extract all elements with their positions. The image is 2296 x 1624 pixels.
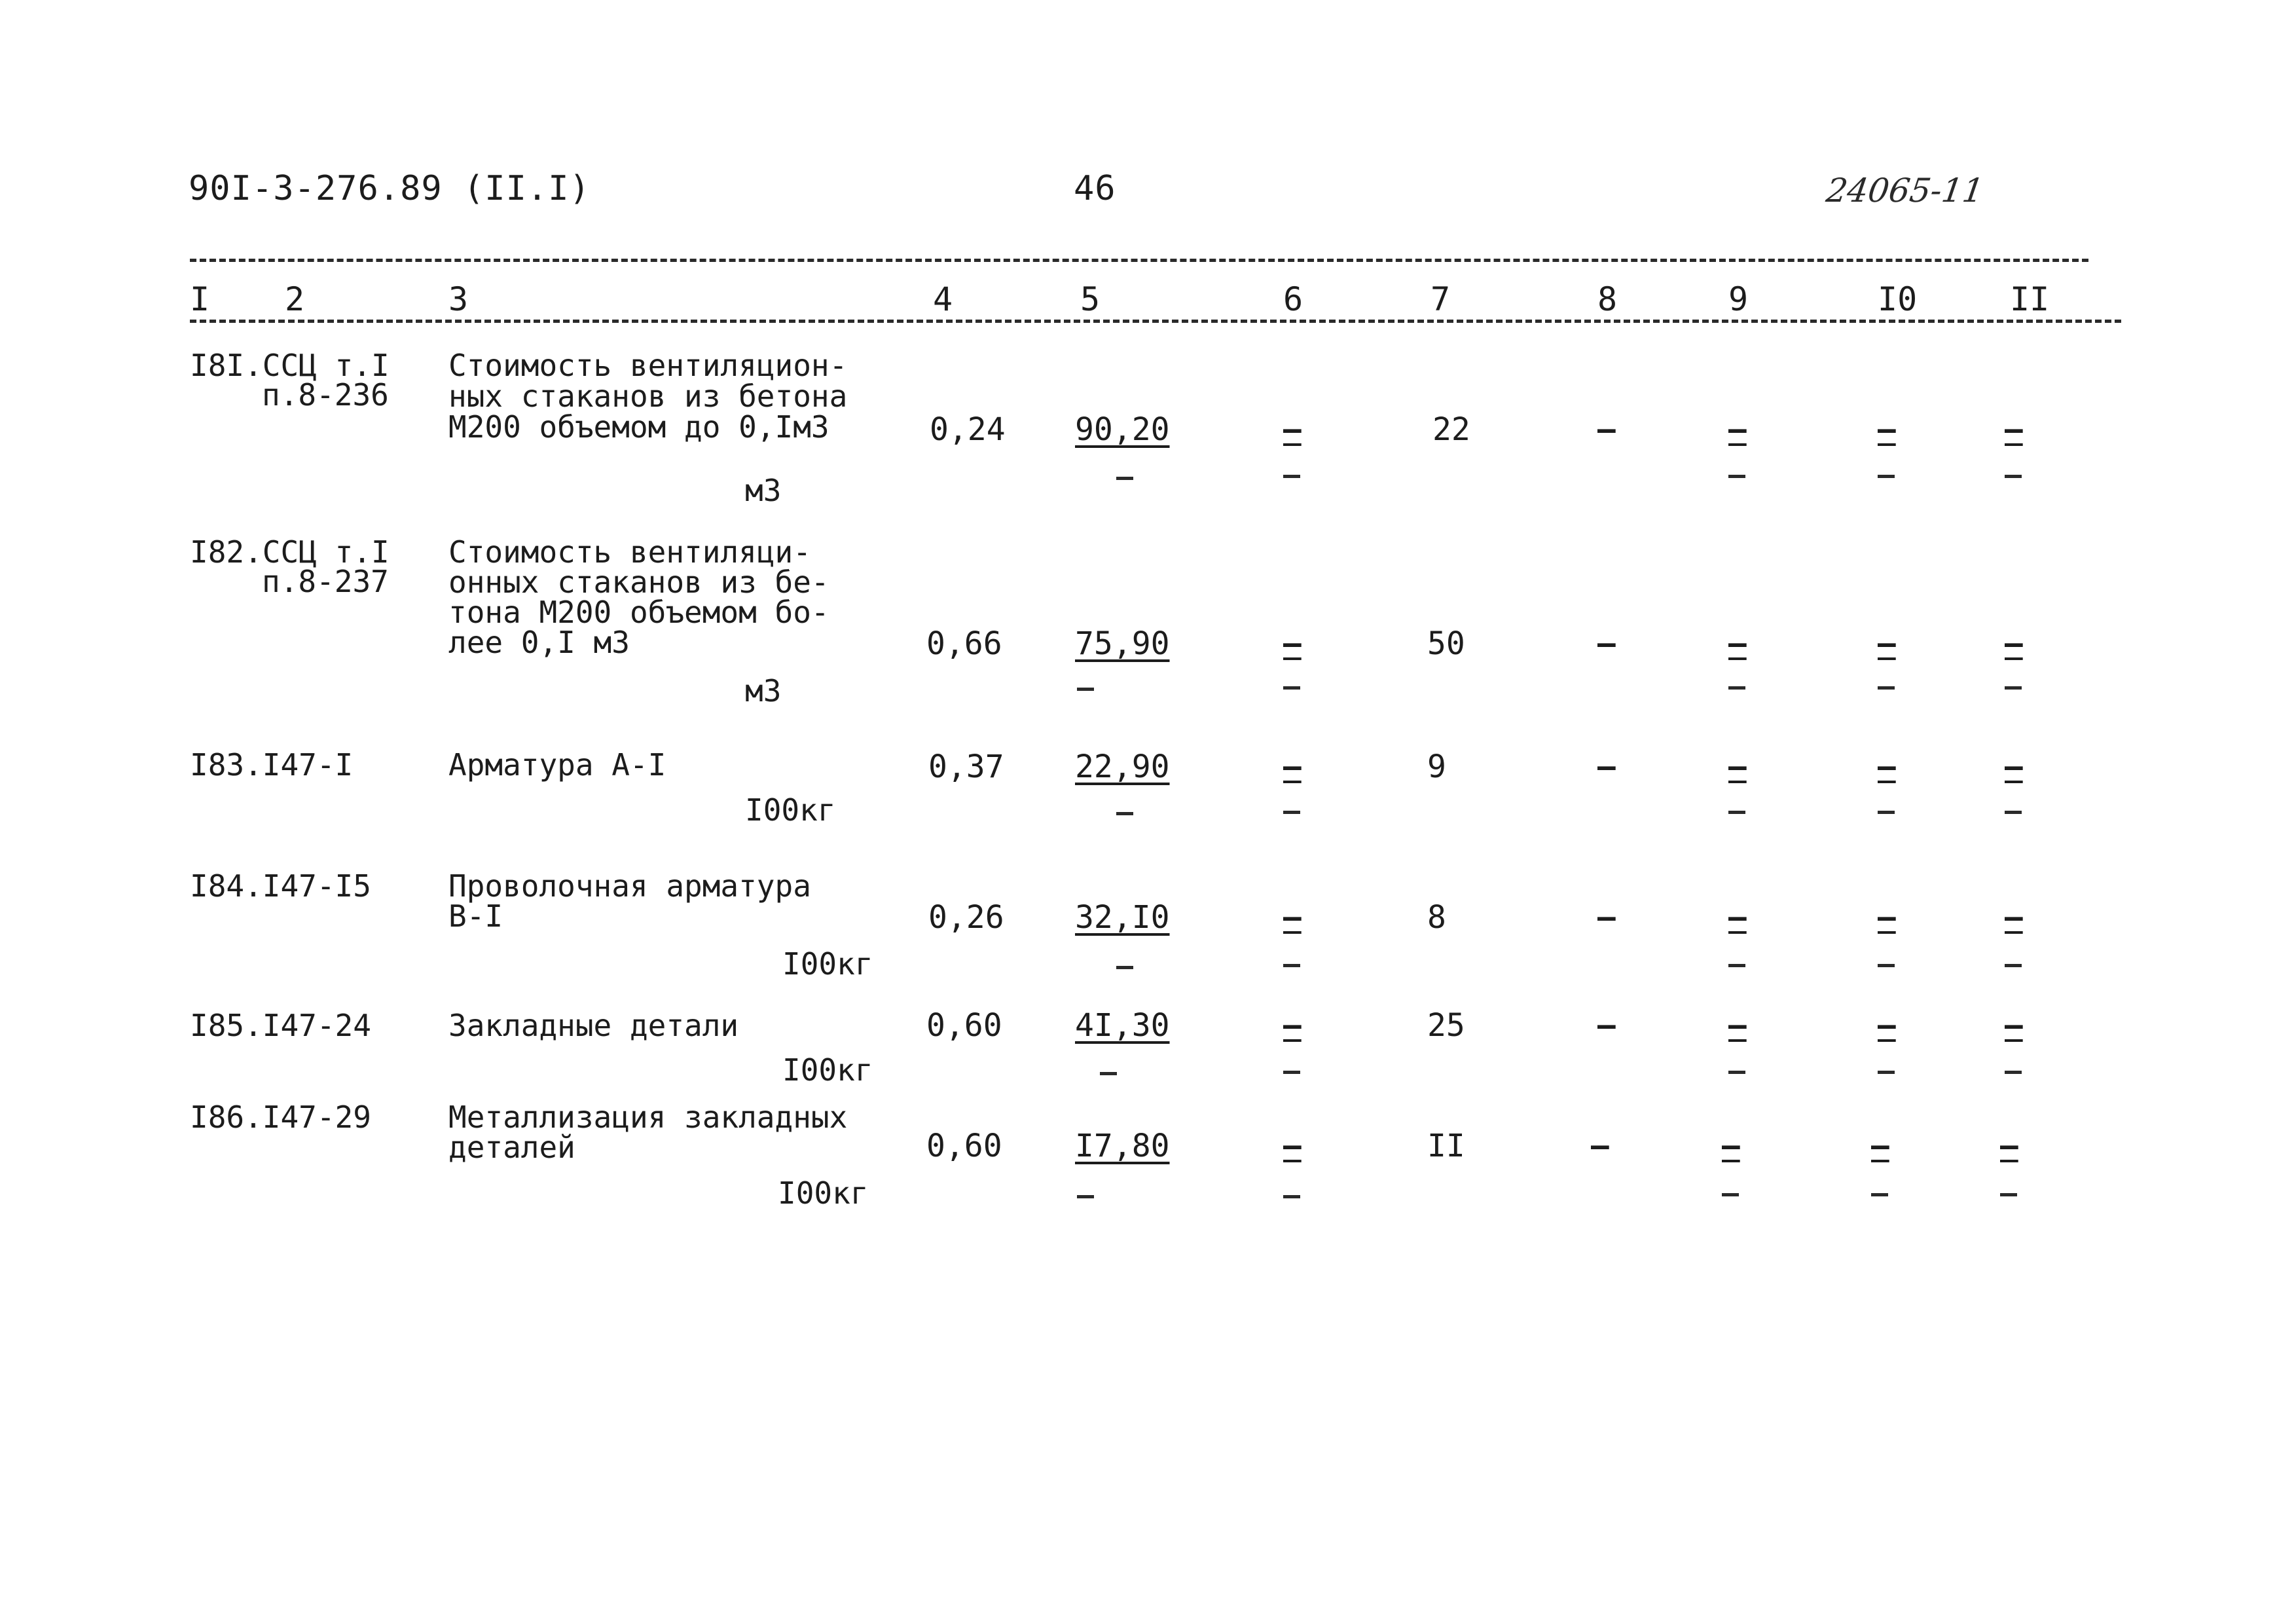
row-code: I8I.ССЦ т.I — [190, 348, 390, 383]
row-col5-dash — [1116, 477, 1133, 480]
row-code: I83.I47-I — [190, 747, 354, 783]
row-description-line: Металлизация закладных — [448, 1099, 848, 1135]
column-number: II — [2010, 280, 2050, 318]
column-number: I — [190, 280, 210, 318]
row-col6-mark: – — [1283, 748, 1302, 784]
row-unit-price: 32,I0 — [1075, 899, 1170, 936]
row-col10-dash — [1878, 475, 1895, 478]
row-quantity: 0,26 — [928, 899, 1004, 936]
row-description-line: лее 0,I м3 — [448, 625, 630, 660]
row-col9-dash — [1722, 1193, 1739, 1196]
row-col11-dash — [2000, 1193, 2017, 1196]
row-code: I86.I47-29 — [190, 1099, 371, 1135]
row-description-line: Стоимость вентиляцион- — [448, 348, 848, 383]
row-col5-dash — [1100, 1072, 1117, 1075]
row-col10-dash — [1878, 686, 1895, 690]
row-col11-mark: – — [2005, 411, 2023, 447]
row-unit-price: 75,90 — [1075, 625, 1170, 662]
row-col6-dash — [1283, 1071, 1300, 1074]
row-col11-dash — [2005, 1071, 2022, 1074]
row-unit: I00кг — [745, 792, 836, 828]
row-col9-mark: – — [1728, 1007, 1747, 1043]
row-col5-dash — [1077, 688, 1094, 691]
row-labor: II — [1427, 1128, 1465, 1164]
row-unit-price: I7,80 — [1075, 1128, 1170, 1164]
row-col5-dash — [1116, 966, 1133, 969]
row-quantity: 0,37 — [928, 748, 1004, 785]
row-description-line: ных стаканов из бетона — [448, 378, 848, 414]
row-col6-mark: – — [1283, 411, 1302, 447]
row-col6-mark: – — [1283, 1007, 1302, 1043]
row-col11-mark: – — [2000, 1128, 2018, 1163]
row-col6-dash — [1283, 475, 1300, 478]
row-col6-mark: – — [1283, 625, 1302, 661]
row-unit-price: 22,90 — [1075, 748, 1170, 785]
row-col10-dash — [1878, 964, 1895, 967]
row-quantity: 0,66 — [926, 625, 1002, 662]
row-labor: 22 — [1432, 411, 1470, 448]
row-code-item: п.8-236 — [262, 377, 389, 413]
row-code: I85.I47-24 — [190, 1008, 371, 1043]
row-col9-dash — [1728, 686, 1745, 690]
row-description-line: М200 объемом до 0,Iм3 — [448, 409, 829, 445]
row-col5-dash — [1116, 812, 1133, 815]
row-col9-mark: – — [1728, 899, 1747, 934]
row-col11-dash — [2005, 686, 2022, 690]
row-col8-mark: – — [1597, 625, 1616, 661]
row-col10-mark: – — [1878, 748, 1896, 784]
row-col6-dash — [1283, 811, 1300, 814]
row-col10-dash — [1871, 1193, 1888, 1196]
row-col10-dash — [1878, 811, 1895, 814]
row-description-line: Стоимость вентиляци- — [448, 534, 811, 570]
row-description-line: Проволочная арматура — [448, 868, 811, 904]
row-unit-price: 4I,30 — [1075, 1007, 1170, 1044]
sheet-code: 90I-3-276.89 (II.I) — [189, 169, 591, 208]
row-col6-mark: – — [1283, 1128, 1302, 1163]
row-unit: I00кг — [778, 1175, 869, 1211]
row-code-item: п.8-237 — [262, 564, 389, 599]
column-number: 7 — [1430, 280, 1451, 318]
row-col10-mark: – — [1878, 411, 1896, 447]
row-col9-mark: – — [1722, 1128, 1740, 1163]
top-dashed-rule — [190, 259, 2088, 262]
row-col9-dash — [1728, 475, 1745, 478]
row-code: I84.I47-I5 — [190, 868, 371, 904]
row-col10-mark: – — [1878, 899, 1896, 934]
row-col11-dash — [2005, 811, 2022, 814]
row-col11-mark: – — [2005, 748, 2023, 784]
row-col9-dash — [1728, 964, 1745, 967]
row-labor: 50 — [1427, 625, 1465, 662]
row-unit-price: 90,20 — [1075, 411, 1170, 448]
row-col10-mark: – — [1878, 625, 1896, 661]
row-col10-mark: – — [1878, 1007, 1896, 1043]
row-col6-dash — [1283, 964, 1300, 967]
row-labor: 9 — [1427, 748, 1446, 785]
column-number: 6 — [1283, 280, 1303, 318]
column-number: 8 — [1597, 280, 1618, 318]
row-description-line: В-I — [448, 898, 503, 934]
row-unit: м3 — [745, 673, 782, 709]
header-dashed-rule — [190, 320, 2121, 323]
column-number: 3 — [448, 280, 469, 318]
row-col9-dash — [1728, 811, 1745, 814]
row-code: I82.ССЦ т.I — [190, 534, 390, 570]
row-col10-mark: – — [1871, 1128, 1889, 1163]
row-col11-mark: – — [2005, 899, 2023, 934]
row-description-line: деталей — [448, 1130, 575, 1165]
row-col5-dash — [1077, 1195, 1094, 1198]
column-number: 2 — [285, 280, 305, 318]
row-quantity: 0,24 — [930, 411, 1006, 448]
row-quantity: 0,60 — [926, 1007, 1002, 1044]
row-labor: 25 — [1427, 1007, 1465, 1044]
row-col9-mark: – — [1728, 411, 1747, 447]
row-unit: м3 — [745, 473, 782, 508]
row-col11-dash — [2005, 475, 2022, 478]
column-number: I0 — [1878, 280, 1918, 318]
row-quantity: 0,60 — [926, 1128, 1002, 1164]
row-description-line: тона М200 объемом бо- — [448, 595, 829, 630]
archive-number: 24065-11 — [1823, 172, 1986, 210]
column-number: 4 — [933, 280, 953, 318]
row-col8-mark: – — [1597, 748, 1616, 784]
row-col6-mark: – — [1283, 899, 1302, 934]
row-labor: 8 — [1427, 899, 1446, 936]
row-col8-mark: – — [1597, 411, 1616, 447]
row-unit: I00кг — [782, 946, 873, 982]
row-col9-dash — [1728, 1071, 1745, 1074]
row-description-line: Арматура А-I — [448, 747, 666, 783]
row-col11-mark: – — [2005, 1007, 2023, 1043]
row-col10-dash — [1878, 1071, 1895, 1074]
row-col6-dash — [1283, 686, 1300, 690]
row-col6-dash — [1283, 1195, 1300, 1198]
page-number: 46 — [1074, 169, 1116, 208]
row-col11-mark: – — [2005, 625, 2023, 661]
row-col9-mark: – — [1728, 748, 1747, 784]
row-col8-mark: – — [1597, 1007, 1616, 1043]
row-description-line: онных стаканов из бе- — [448, 564, 829, 600]
row-col9-mark: – — [1728, 625, 1747, 661]
column-number: 9 — [1728, 280, 1749, 318]
row-col8-mark: – — [1591, 1128, 1609, 1163]
row-unit: I00кг — [782, 1052, 873, 1088]
column-number: 5 — [1080, 280, 1101, 318]
row-description-line: Закладные детали — [448, 1008, 739, 1043]
row-col8-mark: – — [1597, 899, 1616, 934]
row-col11-dash — [2005, 964, 2022, 967]
